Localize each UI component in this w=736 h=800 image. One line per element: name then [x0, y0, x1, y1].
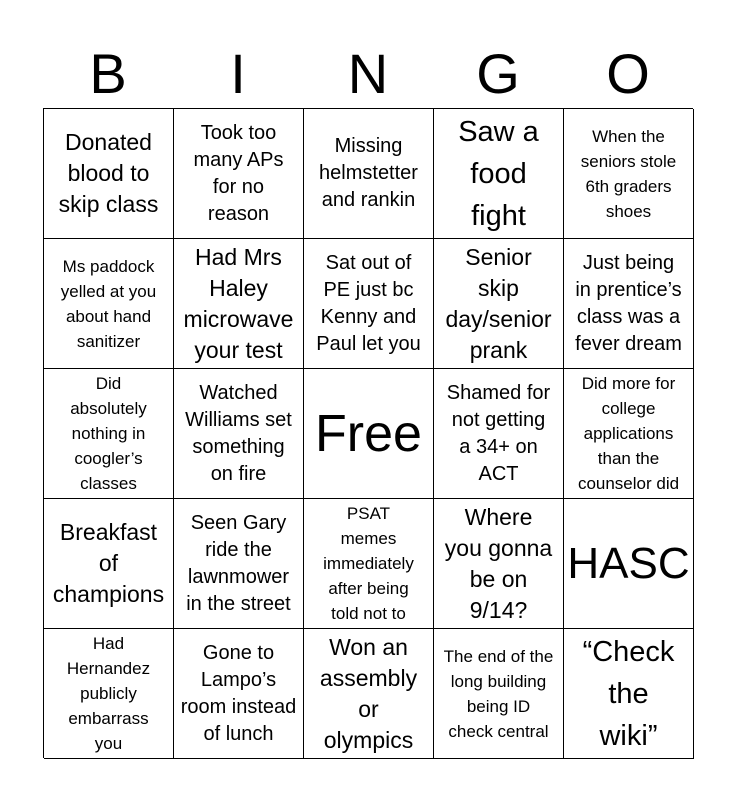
bingo-cell[interactable] [174, 239, 304, 369]
bingo-board [43, 108, 693, 758]
cell-text: Senior skip day/senior prank [445, 243, 552, 363]
free-space-text: Free [315, 404, 422, 463]
bingo-cell[interactable] [44, 629, 174, 759]
bingo-cell[interactable] [304, 499, 434, 629]
cell-text: The end of the long building being ID check central [443, 646, 554, 741]
header-letter-g: G [476, 42, 520, 105]
cell-text: HASC [567, 538, 690, 588]
bingo-cell[interactable] [44, 109, 174, 239]
bingo-cell[interactable] [174, 369, 304, 499]
bingo-cell[interactable] [44, 499, 174, 629]
cell-text: Seen Gary ride the lawnmower in the street [186, 511, 291, 615]
cell-text: Just being in prentice’s class was a fever dream [575, 251, 682, 355]
cell-text: PSAT memes immediately after being told not to [323, 504, 414, 623]
bingo-cell[interactable] [434, 499, 564, 629]
cell-text: Saw a food fight [458, 115, 539, 232]
bingo-cell[interactable] [564, 239, 694, 369]
bingo-cell[interactable] [434, 239, 564, 369]
cell-text: Donated blood to skip class [58, 129, 159, 217]
cell-text: Missing helmstetter and rankin [319, 135, 418, 211]
cell-text: Gone to Lampo’s room instead of lunch [180, 641, 297, 745]
bingo-cell[interactable] [564, 499, 694, 629]
bingo-cell[interactable] [564, 629, 694, 759]
bingo-cell[interactable] [564, 369, 694, 499]
cell-text: Took too many APs for no reason [193, 121, 284, 225]
cell-text: Ms paddock yelled at you about hand sanitizer [60, 256, 157, 351]
bingo-cell[interactable] [44, 239, 174, 369]
bingo-cell[interactable] [174, 109, 304, 239]
cell-text: Won an assembly or olympics [319, 633, 418, 753]
cell-text: Watched Williams set something on fire [185, 381, 292, 485]
cell-text: Did more for college applications than the counselor did [577, 374, 680, 493]
cell-text: Did absolutely nothing in coogler’s classes [70, 374, 147, 493]
bingo-cell[interactable] [434, 629, 564, 759]
cell-text: Sat out of PE just bc Kenny and Paul let you [316, 251, 421, 355]
cell-text: Where you gonna be on 9/14? [444, 503, 553, 623]
header-letter-i: I [230, 42, 246, 105]
header-letter-n: N [347, 42, 389, 105]
cell-text: Shamed for not getting a 34+ on ACT [446, 381, 551, 485]
free-space-cell[interactable] [304, 369, 434, 499]
cell-text: Had Mrs Haley microwave your test [183, 243, 294, 363]
header-letter-b: B [89, 42, 127, 105]
bingo-cell[interactable] [434, 369, 564, 499]
bingo-cell[interactable] [304, 109, 434, 239]
bingo-cell[interactable] [304, 239, 434, 369]
header-letter-o: O [606, 42, 650, 105]
bingo-cell[interactable] [174, 629, 304, 759]
bingo-cell[interactable] [304, 629, 434, 759]
cell-text: “Check the wiki” [582, 635, 675, 752]
bingo-cell[interactable] [174, 499, 304, 629]
cell-text: Breakfast of champions [52, 519, 165, 607]
bingo-cell[interactable] [564, 109, 694, 239]
bingo-header [43, 40, 693, 108]
cell-text: When the seniors stole 6th graders shoes [580, 126, 677, 221]
bingo-cell[interactable] [434, 109, 564, 239]
bingo-cell[interactable] [44, 369, 174, 499]
cell-text: Had Hernandez publicly embarrass you [66, 634, 151, 753]
